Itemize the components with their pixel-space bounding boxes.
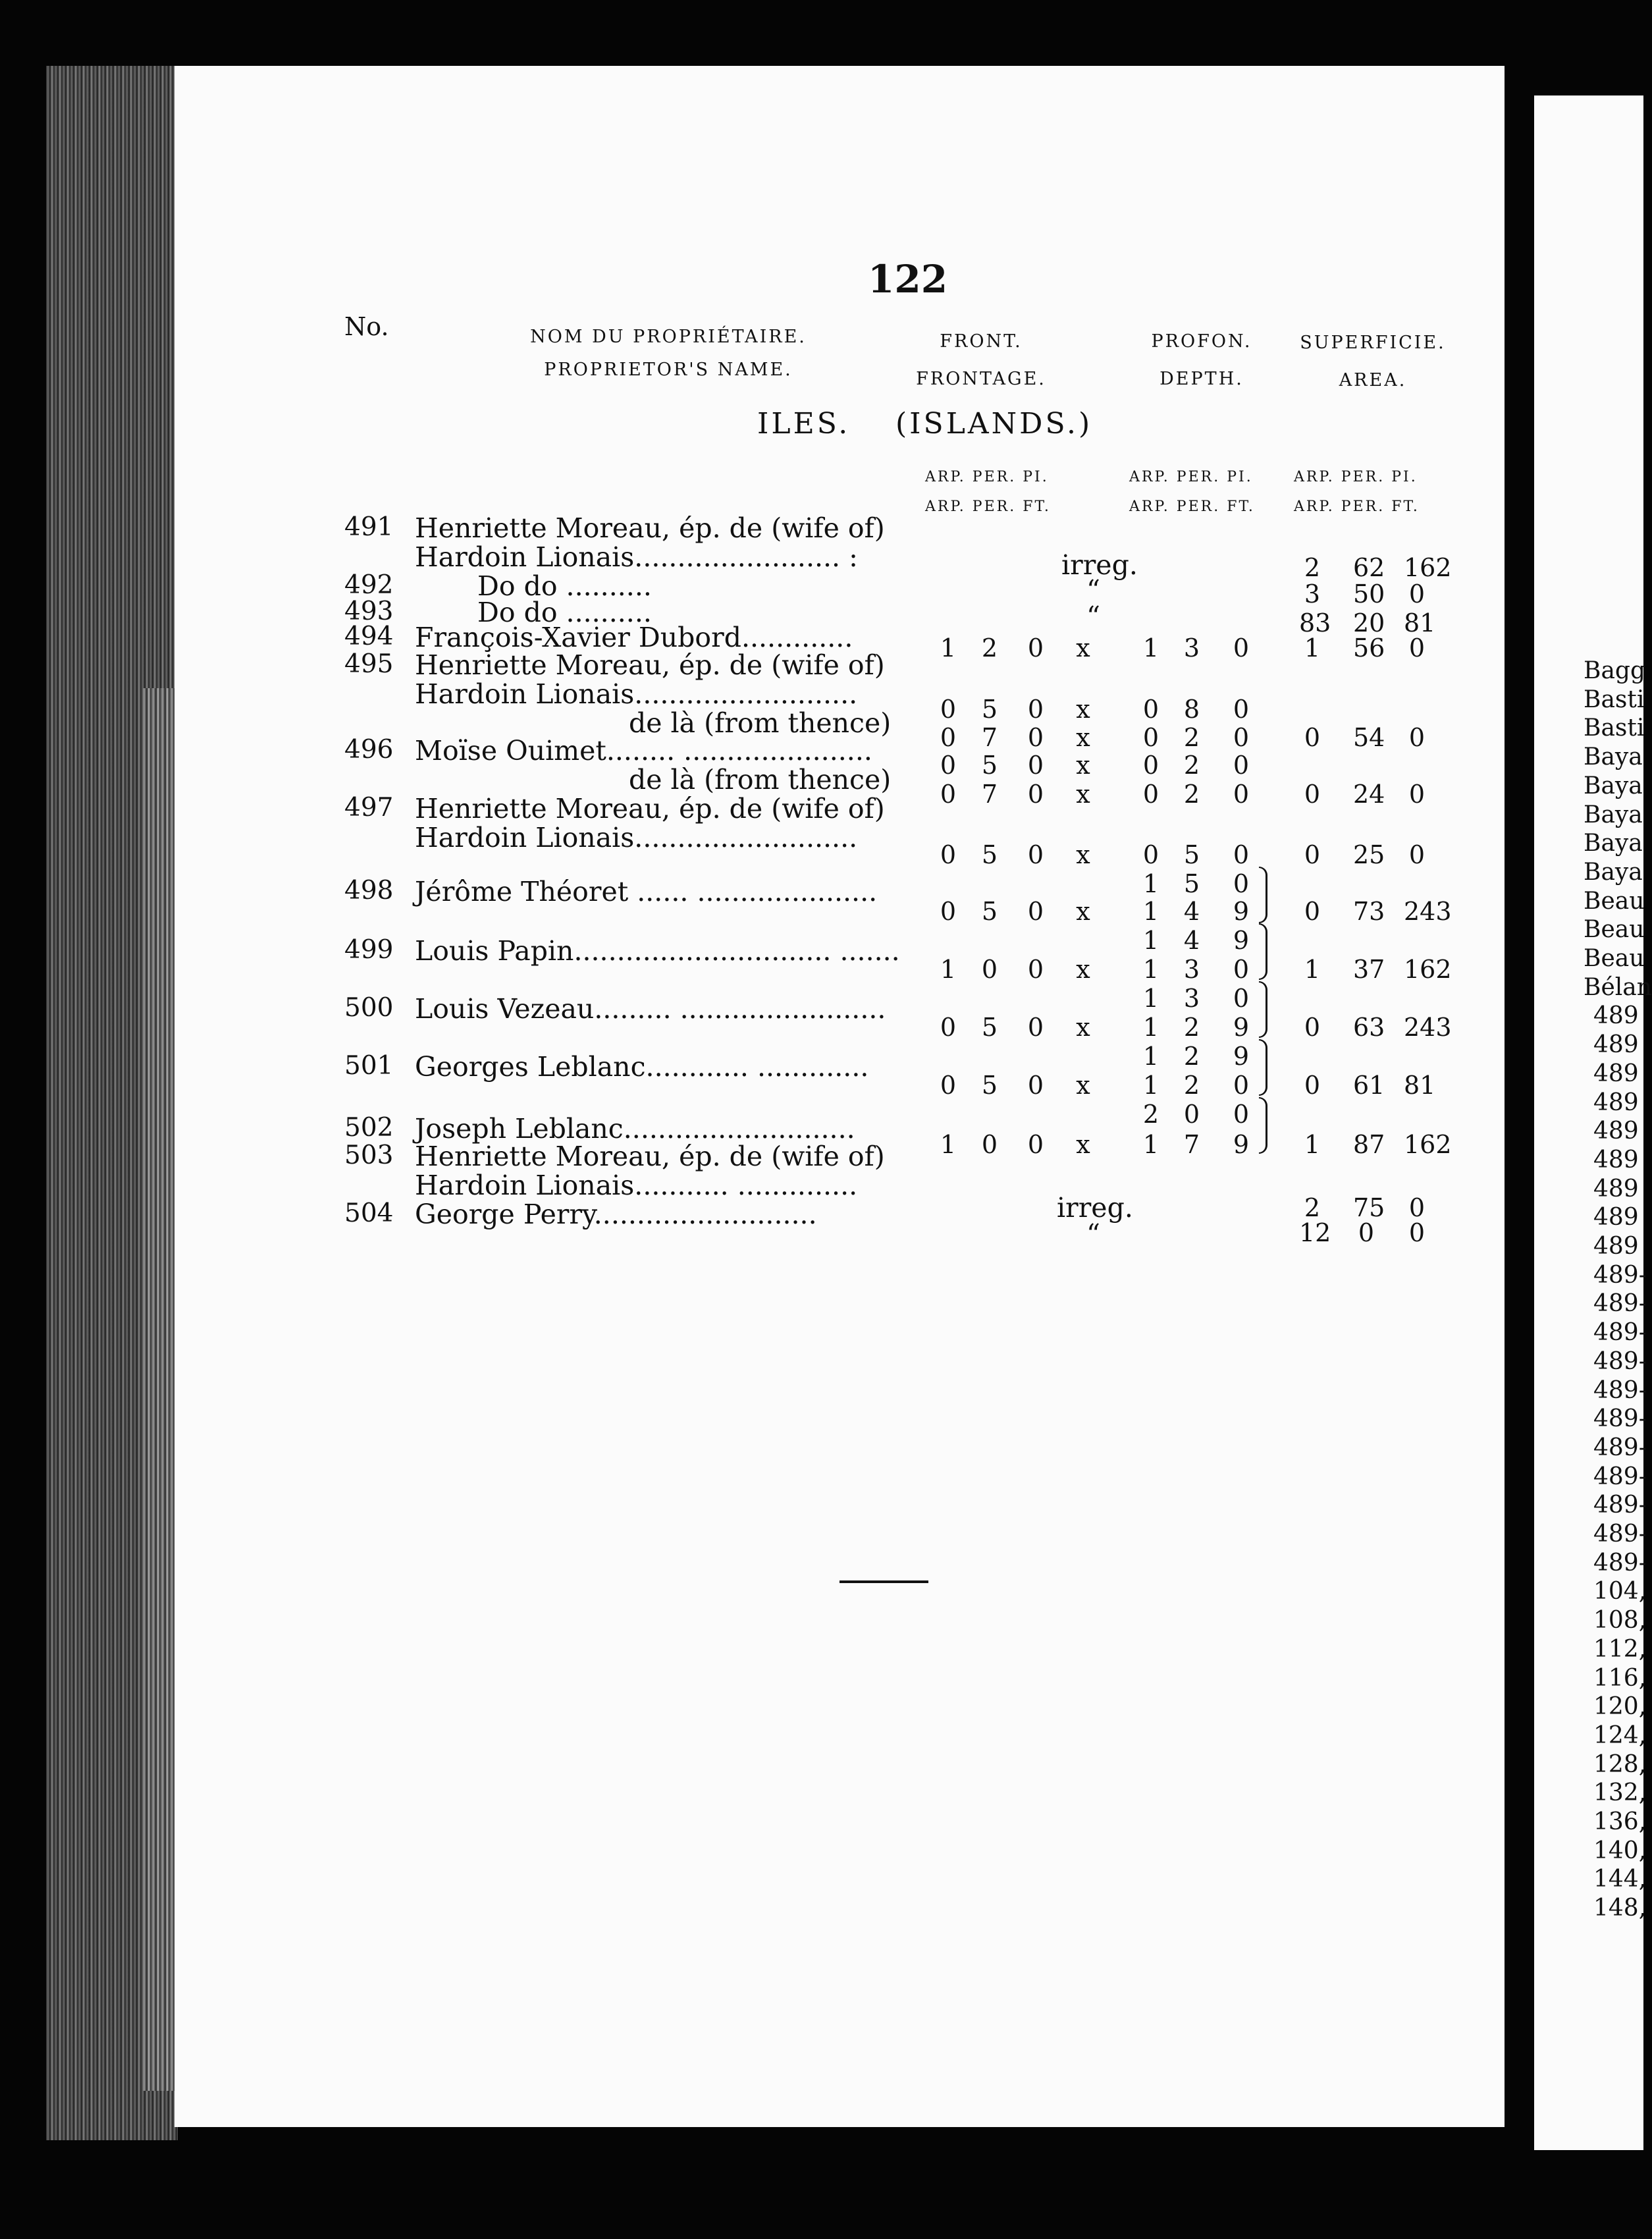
proprietor-name: Louis Papin.............................. ....... xyxy=(415,935,900,967)
facing-page-entry: 132, xyxy=(1593,1779,1647,1807)
area-figure: 63 xyxy=(1353,1013,1385,1042)
frontage-figure: 0 xyxy=(1027,780,1044,809)
facing-page-entry: Basti xyxy=(1584,715,1645,742)
facing-page-entry: Beau xyxy=(1584,945,1645,972)
facing-page-entry: 489- xyxy=(1593,1261,1647,1289)
depth-figure: 0 xyxy=(1233,1100,1250,1129)
depth-figure: 9 xyxy=(1233,1042,1250,1071)
depth-figure: 0 xyxy=(1233,695,1250,724)
proprietor-name: Hardoin Lionais.......................... xyxy=(415,822,858,853)
area-figure: 2 xyxy=(1304,553,1321,582)
frontage-figure: x xyxy=(1076,1130,1090,1159)
frontage-figure: 5 xyxy=(981,1071,998,1100)
area-figure: 2 xyxy=(1304,1193,1321,1222)
facing-page-entry: 489- xyxy=(1593,1463,1647,1490)
facing-page-entry: 489 xyxy=(1593,1175,1639,1202)
frontage-figure: 0 xyxy=(940,840,957,869)
frontage-figure: 7 xyxy=(981,723,998,752)
frontage-figure: x xyxy=(1076,695,1090,724)
depth-figure: 0 xyxy=(1142,840,1159,869)
area-figure: 162 xyxy=(1404,1130,1452,1159)
area-figure: 0 xyxy=(1304,723,1321,752)
proprietor-name: Do do .......... xyxy=(477,597,652,628)
proprietor-name: Hardoin Lionais........... .............. xyxy=(415,1170,858,1201)
depth-figure: 0 xyxy=(1142,751,1159,780)
frontage-figure: x xyxy=(1076,955,1090,984)
facing-page-entry: 489 xyxy=(1593,1146,1639,1173)
depth-figure: 2 xyxy=(1183,751,1200,780)
frontage-figure: 0 xyxy=(940,751,957,780)
area-figure: 1 xyxy=(1304,1130,1321,1159)
area-figure: 0 xyxy=(1408,580,1426,608)
frontage-figure: 0 xyxy=(1027,723,1044,752)
depth-figure: 0 xyxy=(1142,695,1159,724)
facing-page-entry: 136, xyxy=(1593,1808,1647,1835)
depth-figure: 1 xyxy=(1142,1130,1159,1159)
facing-page-entry: 104, xyxy=(1593,1578,1647,1605)
frontage-figure: 0 xyxy=(981,1130,998,1159)
frontage-figure: 0 xyxy=(1027,751,1044,780)
depth-figure: 0 xyxy=(1142,780,1159,809)
facing-page-entry: Baya xyxy=(1584,743,1643,771)
frontage-figure: 7 xyxy=(981,780,998,809)
frontage-figure: 0 xyxy=(1027,695,1044,724)
frontage-figure: 0 xyxy=(981,955,998,984)
header-owner-en: PROPRIETOR'S NAME. xyxy=(544,360,793,380)
depth-figure: 2 xyxy=(1183,1071,1200,1100)
ditto-mark-504: “ xyxy=(1086,1218,1100,1250)
entry-number: 503 xyxy=(344,1141,394,1170)
proprietor-name: Georges Leblanc............ ............. xyxy=(415,1051,869,1083)
facing-page-entry: 489 xyxy=(1593,1031,1639,1059)
facing-page-entry: 489- xyxy=(1593,1376,1647,1404)
entry-number: 494 xyxy=(344,622,394,651)
area-figure: 0 xyxy=(1408,723,1426,752)
facing-page-entry: Basti xyxy=(1584,686,1645,713)
frontage-figure: x xyxy=(1076,751,1090,780)
facing-page-entry: 489- xyxy=(1593,1290,1647,1318)
facing-page-entry: 489 xyxy=(1593,1002,1639,1030)
frontage-figure: 0 xyxy=(1027,840,1044,869)
proprietor-name: Moïse Ouimet........ ...................... xyxy=(415,735,872,767)
area-figure: 56 xyxy=(1353,634,1385,662)
frontage-figure: 5 xyxy=(981,840,998,869)
depth-figure: 0 xyxy=(1233,869,1250,898)
frontage-figure: 0 xyxy=(940,695,957,724)
area-figure: 0 xyxy=(1304,897,1321,926)
depth-figure: 0 xyxy=(1233,634,1250,662)
depth-figure: 3 xyxy=(1183,984,1200,1013)
facing-page-entry: 489- xyxy=(1593,1521,1647,1548)
facing-page-entry: 116, xyxy=(1593,1664,1647,1692)
facing-page-entry: 489- xyxy=(1593,1434,1647,1461)
proprietor-name: Henriette Moreau, ép. de (wife of) xyxy=(415,793,885,824)
depth-figure: 1 xyxy=(1142,897,1159,926)
depth-figure: 2 xyxy=(1183,723,1200,752)
ditto-mark-492: “ xyxy=(1086,574,1100,606)
entry-number: 496 xyxy=(344,735,394,765)
depth-figure: 8 xyxy=(1183,695,1200,724)
entry-number: 500 xyxy=(344,993,394,1023)
facing-page-entry: Beau xyxy=(1584,887,1645,915)
depth-figure: 0 xyxy=(1233,723,1250,752)
frontage-figure: 1 xyxy=(940,1130,957,1159)
entry-number: 502 xyxy=(344,1113,394,1143)
frontage-figure: x xyxy=(1076,897,1090,926)
frontage-figure: 0 xyxy=(1027,897,1044,926)
area-figure: 62 xyxy=(1353,553,1385,582)
area-figure: 0 xyxy=(1304,780,1321,809)
irreg-mark-503: irreg. xyxy=(1057,1192,1133,1224)
depth-figure: 9 xyxy=(1233,1130,1250,1159)
facing-page-entry: Bélan xyxy=(1584,973,1652,1001)
facing-page-entry: 489 xyxy=(1593,1233,1639,1260)
frontage-figure: 5 xyxy=(981,1013,998,1042)
frontage-figure: 1 xyxy=(940,955,957,984)
area-figure: 0 xyxy=(1408,1218,1426,1247)
proprietor-name: Henriette Moreau, ép. de (wife of) xyxy=(415,512,885,544)
header-front-en: FRONTAGE. xyxy=(916,369,1046,389)
area-figure: 73 xyxy=(1353,897,1385,926)
frontage-figure: 5 xyxy=(981,751,998,780)
depth-figure: 0 xyxy=(1183,1100,1200,1129)
facing-page-entry: 489- xyxy=(1593,1405,1647,1433)
area-figure: 0 xyxy=(1304,1013,1321,1042)
depth-figure: 0 xyxy=(1142,723,1159,752)
facing-page-entry: 489- xyxy=(1593,1347,1647,1375)
area-figure: 3 xyxy=(1304,580,1321,608)
header-depth-fr: PROFON. xyxy=(1151,331,1252,352)
frontage-figure: 0 xyxy=(940,780,957,809)
frontage-figure: 5 xyxy=(981,695,998,724)
header-front-fr: FRONT. xyxy=(940,331,1023,352)
depth-figure: 0 xyxy=(1233,984,1250,1013)
depth-brace xyxy=(1259,923,1267,980)
area-figure: 0 xyxy=(1408,840,1426,869)
depth-figure: 5 xyxy=(1183,869,1200,898)
facing-page-entry: 489 xyxy=(1593,1089,1639,1116)
area-figure: 54 xyxy=(1353,723,1385,752)
area-figure: 81 xyxy=(1404,1071,1436,1100)
area-figure: 12 xyxy=(1299,1218,1331,1247)
frontage-figure: 1 xyxy=(940,634,957,662)
depth-figure: 2 xyxy=(1142,1100,1159,1129)
depth-brace xyxy=(1259,1097,1267,1154)
entry-number: 495 xyxy=(344,649,394,679)
units-depth-fr: ARP. PER. PI. xyxy=(1129,469,1253,485)
page-number: 122 xyxy=(868,257,948,302)
proprietor-name: Jérôme Théoret ...... ..................... xyxy=(415,876,878,907)
facing-page-entry: 489 xyxy=(1593,1118,1639,1145)
proprietor-name: Do do .......... xyxy=(477,570,652,602)
proprietor-name: Joseph Leblanc........................... xyxy=(415,1113,855,1145)
facing-page-entry: 124, xyxy=(1593,1721,1647,1749)
depth-figure: 4 xyxy=(1183,926,1200,955)
depth-figure: 9 xyxy=(1233,926,1250,955)
depth-figure: 0 xyxy=(1233,751,1250,780)
units-front-fr: ARP. PER. PI. xyxy=(925,469,1049,485)
area-figure: 0 xyxy=(1408,780,1426,809)
frontage-figure: x xyxy=(1076,840,1090,869)
depth-figure: 9 xyxy=(1233,897,1250,926)
depth-brace xyxy=(1259,981,1267,1038)
header-owner-fr: NOM DU PROPRIÉTAIRE. xyxy=(530,327,807,347)
ditto-mark-493: “ xyxy=(1086,601,1100,632)
area-figure: 243 xyxy=(1404,1013,1452,1042)
frontage-figure: 0 xyxy=(940,1071,957,1100)
depth-figure: 5 xyxy=(1183,840,1200,869)
frontage-figure: 2 xyxy=(981,634,998,662)
header-depth-en: DEPTH. xyxy=(1159,369,1244,389)
area-figure: 24 xyxy=(1353,780,1385,809)
header-area-fr: SUPERFICIE. xyxy=(1300,333,1446,353)
entry-number: 492 xyxy=(344,570,394,600)
frontage-figure: x xyxy=(1076,780,1090,809)
area-figure: 1 xyxy=(1304,955,1321,984)
facing-page-entry: Baya xyxy=(1584,772,1643,799)
area-figure: 1 xyxy=(1304,634,1321,662)
area-figure: 25 xyxy=(1353,840,1385,869)
entry-number: 497 xyxy=(344,793,394,823)
frontage-figure: 0 xyxy=(940,1013,957,1042)
entry-number: 491 xyxy=(344,512,394,542)
frontage-figure: 0 xyxy=(1027,955,1044,984)
frontage-figure: x xyxy=(1076,723,1090,752)
depth-figure: 1 xyxy=(1142,955,1159,984)
frontage-figure: 0 xyxy=(1027,634,1044,662)
depth-figure: 2 xyxy=(1183,780,1200,809)
facing-page-entry: 108, xyxy=(1593,1607,1647,1634)
area-figure: 75 xyxy=(1353,1193,1385,1222)
frontage-figure: 0 xyxy=(1027,1130,1044,1159)
depth-figure: 1 xyxy=(1142,984,1159,1013)
depth-figure: 1 xyxy=(1142,869,1159,898)
facing-page-entry: 120, xyxy=(1593,1693,1647,1721)
closing-rule xyxy=(839,1580,928,1583)
depth-figure: 3 xyxy=(1183,634,1200,662)
area-figure: 87 xyxy=(1353,1130,1385,1159)
facing-page-entry: 112, xyxy=(1593,1635,1647,1663)
proprietor-name: Hardoin Lionais........................ : xyxy=(415,541,858,573)
frontage-figure: x xyxy=(1076,634,1090,662)
proprietor-name: Henriette Moreau, ép. de (wife of) xyxy=(415,649,885,681)
frontage-figure: 0 xyxy=(940,897,957,926)
proprietor-name: George Perry.......................... xyxy=(415,1199,817,1230)
facing-page-entry: 148, xyxy=(1593,1895,1647,1922)
area-figure: 50 xyxy=(1353,580,1385,608)
section-title-en: (ISLANDS.) xyxy=(895,407,1093,441)
depth-figure: 0 xyxy=(1233,840,1250,869)
frontage-figure: 0 xyxy=(1027,1013,1044,1042)
facing-page-entry: 489 xyxy=(1593,1204,1639,1231)
depth-brace xyxy=(1259,867,1267,923)
depth-figure: 2 xyxy=(1183,1042,1200,1071)
proprietor-name: de là (from thence) xyxy=(629,764,892,796)
facing-page-entry: 489- xyxy=(1593,1492,1647,1519)
units-area-fr: ARP. PER. PI. xyxy=(1294,469,1418,485)
facing-page-entry: Beau xyxy=(1584,916,1645,944)
facing-page-entry: Bagg xyxy=(1584,657,1646,684)
units-front-en: ARP. PER. FT. xyxy=(925,499,1051,515)
facing-page-entry: 128, xyxy=(1593,1750,1647,1778)
area-figure: 162 xyxy=(1404,955,1452,984)
facing-page-entry: Baya xyxy=(1584,858,1643,886)
frontage-figure: 0 xyxy=(1027,1071,1044,1100)
area-figure: 20 xyxy=(1353,608,1385,637)
area-figure: 37 xyxy=(1353,955,1385,984)
depth-figure: 9 xyxy=(1233,1013,1250,1042)
area-figure: 0 xyxy=(1408,1193,1426,1222)
proprietor-name: Louis Vezeau......... ........................ xyxy=(415,993,886,1025)
proprietor-name: François-Xavier Dubord............. xyxy=(415,622,853,653)
depth-figure: 1 xyxy=(1142,1071,1159,1100)
facing-page-entry: 489- xyxy=(1593,1319,1647,1347)
area-figure: 61 xyxy=(1353,1071,1385,1100)
depth-figure: 2 xyxy=(1183,1013,1200,1042)
depth-brace xyxy=(1259,1039,1267,1096)
area-figure: 81 xyxy=(1404,608,1436,637)
frontage-figure: x xyxy=(1076,1071,1090,1100)
depth-figure: 1 xyxy=(1142,1013,1159,1042)
header-area-en: AREA. xyxy=(1339,370,1407,391)
header-no: No. xyxy=(344,312,389,341)
area-figure: 162 xyxy=(1404,553,1452,582)
facing-page-entry: Baya xyxy=(1584,830,1643,857)
depth-figure: 0 xyxy=(1233,955,1250,984)
entry-number: 498 xyxy=(344,876,394,905)
depth-figure: 0 xyxy=(1233,1071,1250,1100)
frontage-figure: 0 xyxy=(940,723,957,752)
irreg-mark-491: irreg. xyxy=(1061,549,1138,581)
entry-number: 499 xyxy=(344,935,394,965)
units-depth-en: ARP. PER. FT. xyxy=(1129,499,1255,515)
proprietor-name: de là (from thence) xyxy=(629,707,892,739)
section-title-fr: ILES. xyxy=(757,407,851,441)
frontage-figure: 5 xyxy=(981,897,998,926)
entry-number: 504 xyxy=(344,1199,394,1228)
entry-number: 493 xyxy=(344,597,394,626)
facing-page-entry: 489- xyxy=(1593,1549,1647,1577)
frontage-figure: x xyxy=(1076,1013,1090,1042)
area-figure: 0 xyxy=(1408,634,1426,662)
facing-page-entry: 144, xyxy=(1593,1866,1647,1893)
depth-figure: 1 xyxy=(1142,1042,1159,1071)
facing-page-entry: 140, xyxy=(1593,1837,1647,1864)
depth-figure: 1 xyxy=(1142,926,1159,955)
area-figure: 83 xyxy=(1299,608,1331,637)
facing-page-entry: 489 xyxy=(1593,1060,1639,1087)
units-area-en: ARP. PER. FT. xyxy=(1294,499,1420,515)
depth-figure: 4 xyxy=(1183,897,1200,926)
area-figure: 0 xyxy=(1304,1071,1321,1100)
depth-figure: 3 xyxy=(1183,955,1200,984)
area-figure: 243 xyxy=(1404,897,1452,926)
depth-figure: 0 xyxy=(1233,780,1250,809)
depth-figure: 1 xyxy=(1142,634,1159,662)
area-figure: 0 xyxy=(1358,1218,1375,1247)
facing-page-entry: Baya xyxy=(1584,801,1643,828)
proprietor-name: Henriette Moreau, ép. de (wife of) xyxy=(415,1141,885,1172)
depth-figure: 7 xyxy=(1183,1130,1200,1159)
entry-number: 501 xyxy=(344,1051,394,1081)
proprietor-name: Hardoin Lionais.......................... xyxy=(415,678,858,710)
area-figure: 0 xyxy=(1304,840,1321,869)
